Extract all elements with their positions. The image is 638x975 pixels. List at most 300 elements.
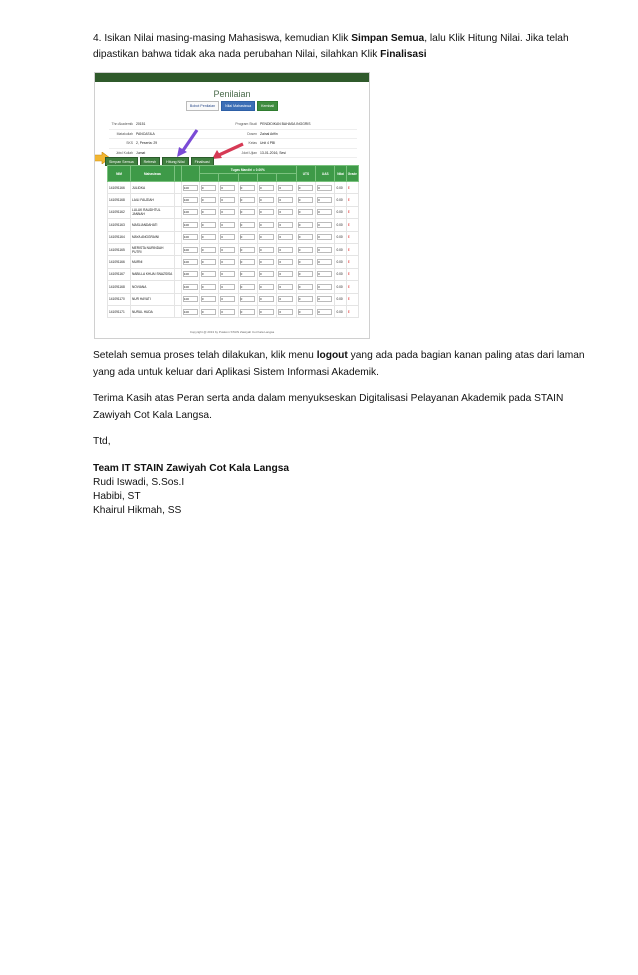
purple-arrow-icon	[177, 128, 201, 158]
hitung-nilai-button[interactable]: Hitung Nilai	[162, 157, 188, 166]
cell-nilai: 0.00	[335, 219, 346, 231]
step-4-text: 4. Isikan Nilai masing-masing Mahasiswa, kemudian Klik	[93, 33, 352, 44]
score-input[interactable]: 0	[220, 259, 235, 265]
table-body	[108, 182, 359, 318]
cell-check	[174, 243, 181, 255]
cell-score	[277, 182, 296, 194]
cell-nim: 141091171	[108, 305, 131, 317]
cell-grade: E	[346, 219, 358, 231]
logout-paragraph-line-2: yang ada untuk keluar dari Aplikasi Sistem Informasi Akademik.	[93, 367, 379, 378]
cell-grade: E	[346, 281, 358, 293]
info-label: SKS	[126, 141, 133, 146]
score-input[interactable]: 0	[201, 197, 216, 203]
cell-score	[277, 219, 296, 231]
cell-presence	[181, 268, 199, 280]
finalisasi-emphasis: Finalisasi	[380, 49, 427, 60]
penilaian-title: Penilaian	[213, 89, 251, 99]
score-input[interactable]: 0	[298, 197, 313, 203]
table-row	[108, 206, 359, 218]
score-input[interactable]: 0	[259, 222, 274, 228]
cell-grade: E	[346, 194, 358, 206]
score-input[interactable]: 0	[220, 247, 235, 253]
cell-name: NOVIANA	[131, 281, 175, 293]
score-input[interactable]: 0	[240, 247, 255, 253]
cell-score	[199, 243, 218, 255]
cell-score	[219, 293, 238, 305]
score-input[interactable]: 0	[278, 309, 293, 315]
score-input[interactable]: 0	[298, 259, 313, 265]
cell-score	[238, 268, 257, 280]
cell-score	[199, 268, 218, 280]
cell-nim: 141091166	[108, 182, 131, 194]
cell-nilai: 0.00	[335, 281, 346, 293]
score-input[interactable]: 0	[259, 309, 274, 315]
cell-score	[258, 281, 277, 293]
cell-name: NURUL HUDA	[131, 305, 175, 317]
cell-grade: E	[346, 182, 358, 194]
score-input[interactable]: 0	[220, 209, 235, 215]
score-input[interactable]: 0	[220, 284, 235, 290]
col-uts: UTS	[296, 166, 315, 182]
score-input[interactable]: 0	[278, 271, 293, 277]
cell-name: NUR HAYATI	[131, 293, 175, 305]
score-input[interactable]: 0	[278, 209, 293, 215]
cell-score	[238, 194, 257, 206]
cell-score	[316, 182, 335, 194]
presence-input[interactable]: 100	[183, 271, 198, 277]
cell-presence	[181, 281, 199, 293]
cell-score	[238, 219, 257, 231]
presence-input[interactable]: 100	[183, 259, 198, 265]
table-header-row	[108, 166, 359, 174]
cell-score	[238, 305, 257, 317]
screenshot-header-bar	[95, 73, 369, 82]
cell-grade: E	[346, 305, 358, 317]
penilaian-screenshot	[94, 72, 370, 339]
cell-grade: E	[346, 206, 358, 218]
cell-score	[277, 293, 296, 305]
cell-name: NABILLA KHUAI SNAZSISA	[131, 268, 175, 280]
simpan-semua-emphasis: Simpan Semua	[351, 33, 425, 44]
score-input[interactable]: 0	[220, 197, 235, 203]
cell-score	[219, 194, 238, 206]
col-tgs2	[219, 174, 238, 182]
cell-score	[296, 206, 315, 218]
table-row	[108, 268, 359, 280]
score-input[interactable]: 0	[278, 234, 293, 240]
score-input[interactable]: 0	[240, 185, 255, 191]
table-row	[108, 293, 359, 305]
cell-name: MURNI	[131, 256, 175, 268]
cell-score	[258, 206, 277, 218]
cell-score	[258, 305, 277, 317]
tab-bobot-penilaian[interactable]: Bobot Penilaian	[186, 101, 219, 111]
step-4-line-1	[93, 30, 599, 47]
score-input[interactable]: 0	[298, 271, 313, 277]
info-value: Zainal Arifin	[260, 131, 278, 136]
cell-check	[174, 182, 181, 194]
cell-check	[174, 194, 181, 206]
cell-score	[199, 256, 218, 268]
score-input[interactable]: 0	[259, 296, 274, 302]
score-input[interactable]: 0	[259, 247, 274, 253]
table-row	[108, 256, 359, 268]
col-tgs1	[199, 174, 218, 182]
logout-text-cont: yang ada pada bagian kanan paling atas dari laman	[347, 350, 585, 361]
score-input[interactable]: 0	[278, 296, 293, 302]
score-input[interactable]: 0	[298, 209, 313, 215]
cell-score	[296, 293, 315, 305]
cell-score	[316, 231, 335, 243]
score-input[interactable]: 0	[220, 271, 235, 277]
simpan-semua-button[interactable]: Simpan Semua	[105, 157, 138, 166]
cell-score	[199, 194, 218, 206]
score-input[interactable]: 0	[259, 234, 274, 240]
score-input[interactable]: 0	[317, 234, 332, 240]
refresh-button[interactable]: Refresh	[140, 157, 161, 166]
col-grade: Grade	[346, 166, 358, 182]
col-pres	[181, 166, 199, 182]
cell-name: MERISTA NURINDAH PUTRI	[131, 243, 175, 255]
col-tugas-mandiri: Tugas Mandiri = 0.00%	[199, 166, 296, 174]
signatory-1: Rudi Iswadi, S.Sos.I	[93, 477, 185, 488]
cell-score	[238, 293, 257, 305]
cell-score	[258, 194, 277, 206]
score-input[interactable]: 0	[201, 247, 216, 253]
score-input[interactable]: 0	[201, 284, 216, 290]
cell-score	[238, 281, 257, 293]
cell-score	[199, 182, 218, 194]
col-uas: UAS	[316, 166, 335, 182]
info-value: 20151	[136, 122, 146, 127]
cell-score	[199, 219, 218, 231]
cell-score	[219, 243, 238, 255]
logout-emphasis: logout	[316, 350, 348, 361]
info-row	[109, 120, 357, 130]
score-input[interactable]: 0	[201, 259, 216, 265]
score-input[interactable]: 0	[259, 185, 274, 191]
score-input[interactable]: 0	[220, 296, 235, 302]
score-input[interactable]: 0	[259, 259, 274, 265]
cell-score	[316, 219, 335, 231]
presence-input[interactable]: 100	[183, 185, 198, 191]
table-row	[108, 243, 359, 255]
col-tgs5	[277, 174, 296, 182]
cell-score	[219, 219, 238, 231]
info-value: 2, Peserta: 29	[136, 141, 158, 146]
cell-check	[174, 219, 181, 231]
cell-score	[258, 219, 277, 231]
info-label: Program Studi	[235, 122, 257, 127]
cell-score	[296, 219, 315, 231]
score-input[interactable]: 0	[259, 197, 274, 203]
cell-score	[277, 305, 296, 317]
cell-nim: 141091164	[108, 231, 131, 243]
cell-presence	[181, 206, 199, 218]
cell-grade: E	[346, 256, 358, 268]
score-input[interactable]: 0	[317, 209, 332, 215]
score-input[interactable]: 0	[317, 284, 332, 290]
info-label: Jdwl Kuliah	[115, 150, 133, 155]
score-input[interactable]: 0	[259, 271, 274, 277]
table-row	[108, 182, 359, 194]
cell-nilai: 0.00	[335, 268, 346, 280]
score-input[interactable]: 0	[201, 185, 216, 191]
cell-nilai: 0.00	[335, 305, 346, 317]
cell-score	[258, 268, 277, 280]
presence-input[interactable]: 100	[183, 296, 198, 302]
score-input[interactable]: 0	[220, 185, 235, 191]
cell-nim: 141091168	[108, 281, 131, 293]
col-nim: NIM	[108, 166, 131, 182]
tab-nilai-mahasiswa[interactable]: Nilai Mahasiswa	[221, 101, 255, 111]
step-4-text-2: dipastikan bahwa tidak aka nada perubahan Nilai, silahkan Klik	[93, 49, 381, 60]
cell-grade: E	[346, 268, 358, 280]
signatory-3: Khairul Hikmah, SS	[93, 505, 182, 516]
cell-grade: E	[346, 243, 358, 255]
cell-score	[316, 268, 335, 280]
cell-name: MAYA ANGGRAINI	[131, 231, 175, 243]
score-input[interactable]: 0	[259, 284, 274, 290]
score-input[interactable]: 0	[220, 309, 235, 315]
screenshot-tabs	[95, 101, 369, 111]
score-input[interactable]: 0	[278, 259, 293, 265]
cell-check	[174, 256, 181, 268]
cell-check	[174, 293, 181, 305]
score-input[interactable]: 0	[278, 185, 293, 191]
score-input[interactable]: 0	[201, 222, 216, 228]
score-input[interactable]: 0	[278, 222, 293, 228]
cell-score	[238, 182, 257, 194]
table-row	[108, 305, 359, 317]
cell-score	[238, 231, 257, 243]
col-tgs4	[258, 174, 277, 182]
logout-paragraph-line-1	[93, 347, 599, 364]
cell-score	[296, 256, 315, 268]
cell-nim: 141091168	[108, 194, 131, 206]
thanks-line-1: Terima Kasih atas Peran serta anda dalam menyukseskan Digitalisasi Pelayanan Akademik pada STAIN	[93, 393, 564, 404]
score-input[interactable]: 0	[298, 296, 313, 302]
score-input[interactable]: 0	[298, 247, 313, 253]
cell-check	[174, 305, 181, 317]
score-input[interactable]: 0	[298, 309, 313, 315]
info-row	[109, 130, 357, 140]
cell-score	[238, 243, 257, 255]
score-input[interactable]: 0	[317, 197, 332, 203]
cell-score	[199, 231, 218, 243]
score-input[interactable]: 0	[259, 209, 274, 215]
cell-grade: E	[346, 293, 358, 305]
score-input[interactable]: 0	[317, 271, 332, 277]
step-4-text-cont: , lalu Klik Hitung Nilai. Jika telah	[424, 33, 569, 44]
cell-score	[277, 243, 296, 255]
score-input[interactable]: 0	[278, 284, 293, 290]
presence-input[interactable]: 100	[183, 222, 198, 228]
col-presence	[174, 166, 181, 182]
score-input[interactable]: 0	[240, 222, 255, 228]
score-input[interactable]: 0	[201, 296, 216, 302]
cell-score	[219, 256, 238, 268]
cell-name: MASLIANDAHATI	[131, 219, 175, 231]
grades-table	[107, 165, 359, 318]
cell-score	[277, 206, 296, 218]
screenshot-footer: Copyright @ 2013 by Puskom STAIN Zawiyah Cot Kala Langsa	[189, 330, 275, 334]
score-input[interactable]: 0	[240, 259, 255, 265]
cell-presence	[181, 219, 199, 231]
cell-check	[174, 281, 181, 293]
score-input[interactable]: 0	[317, 247, 332, 253]
thanks-line-2: Zawiyah Cot Kala Langsa.	[93, 410, 212, 421]
score-input[interactable]: 0	[240, 296, 255, 302]
col-mahasiswa: Mahasiswa	[131, 166, 175, 182]
cell-score	[277, 194, 296, 206]
cell-score	[238, 256, 257, 268]
col-nilai: Nilai	[335, 166, 346, 182]
info-value: PENDIDIKAN BAHASA INGGRIS	[260, 122, 311, 127]
cell-score	[277, 256, 296, 268]
presence-input[interactable]: 100	[183, 247, 198, 253]
score-input[interactable]: 0	[240, 309, 255, 315]
cell-score	[219, 182, 238, 194]
step-4-line-2	[93, 46, 599, 63]
cell-presence	[181, 243, 199, 255]
score-input[interactable]: 0	[298, 234, 313, 240]
cell-score	[219, 281, 238, 293]
cell-nim: 141091163	[108, 219, 131, 231]
presence-input[interactable]: 100	[183, 309, 198, 315]
cell-score	[316, 281, 335, 293]
cell-score	[316, 206, 335, 218]
cell-score	[258, 293, 277, 305]
cell-score	[219, 305, 238, 317]
cell-score	[258, 231, 277, 243]
info-label: Jdwl Ujian	[241, 150, 257, 155]
cell-score	[199, 305, 218, 317]
cell-score	[296, 268, 315, 280]
cell-score	[258, 182, 277, 194]
presence-input[interactable]: 100	[183, 234, 198, 240]
cell-score	[258, 256, 277, 268]
cell-score	[316, 194, 335, 206]
table-row	[108, 194, 359, 206]
score-input[interactable]: 0	[298, 185, 313, 191]
info-value: 13-01-2016, Sesi	[260, 150, 286, 155]
cell-score	[258, 243, 277, 255]
presence-input[interactable]: 100	[183, 284, 198, 290]
team-name: Team IT STAIN Zawiyah Cot Kala Langsa	[93, 463, 290, 474]
cell-check	[174, 206, 181, 218]
cell-presence	[181, 293, 199, 305]
score-input[interactable]: 0	[201, 209, 216, 215]
col-tgs3	[238, 174, 257, 182]
finalisasi-button[interactable]: Finalisasi	[191, 157, 214, 166]
cell-score	[219, 206, 238, 218]
cell-nim: 141091166	[108, 256, 131, 268]
info-label: Matakuliah	[116, 131, 133, 136]
score-input[interactable]: 0	[317, 185, 332, 191]
cell-name: LAILI FAUZIAH	[131, 194, 175, 206]
score-input[interactable]: 0	[240, 234, 255, 240]
info-value: Unit 4 PBI	[260, 141, 276, 146]
presence-input[interactable]: 100	[183, 197, 198, 203]
cell-nim: 141091170	[108, 293, 131, 305]
tab-kembali[interactable]: Kembali	[257, 101, 278, 111]
cell-score	[316, 293, 335, 305]
cell-name: LULUK RAUDHTUL JANNAH	[131, 206, 175, 218]
logout-text: Setelah semua proses telah dilakukan, klik menu	[93, 350, 317, 361]
score-input[interactable]: 0	[240, 209, 255, 215]
cell-score	[316, 305, 335, 317]
cell-presence	[181, 194, 199, 206]
cell-nilai: 0.00	[335, 231, 346, 243]
table-row	[108, 231, 359, 243]
cell-nilai: 0.00	[335, 206, 346, 218]
score-input[interactable]: 0	[317, 309, 332, 315]
cell-nilai: 0.00	[335, 182, 346, 194]
score-input[interactable]: 0	[278, 247, 293, 253]
cell-nilai: 0.00	[335, 194, 346, 206]
cell-presence	[181, 256, 199, 268]
score-input[interactable]: 0	[298, 222, 313, 228]
presence-input[interactable]: 100	[183, 209, 198, 215]
score-input[interactable]: 0	[240, 271, 255, 277]
red-arrow-icon	[211, 142, 245, 160]
cell-grade: E	[346, 231, 358, 243]
cell-score	[296, 281, 315, 293]
info-label: Kelas	[248, 141, 257, 146]
score-input[interactable]: 0	[201, 271, 216, 277]
score-input[interactable]: 0	[298, 284, 313, 290]
cell-score	[296, 182, 315, 194]
info-label: Dosen	[247, 131, 257, 136]
table-row	[108, 281, 359, 293]
cell-nilai: 0.00	[335, 256, 346, 268]
cell-score	[296, 231, 315, 243]
cell-presence	[181, 305, 199, 317]
score-input[interactable]: 0	[317, 296, 332, 302]
info-value: Jumat	[136, 150, 146, 155]
cell-nim: 141091162	[108, 206, 131, 218]
info-label: Thn Akademik	[111, 122, 133, 127]
score-input[interactable]: 0	[317, 259, 332, 265]
score-input[interactable]: 0	[201, 309, 216, 315]
cell-score	[277, 231, 296, 243]
cell-score	[316, 243, 335, 255]
signatory-2: Habibi, ST	[93, 491, 141, 502]
cell-nim: 141091165	[108, 243, 131, 255]
cell-score	[199, 281, 218, 293]
cell-score	[219, 268, 238, 280]
cell-score	[238, 206, 257, 218]
cell-score	[296, 194, 315, 206]
score-input[interactable]: 0	[220, 222, 235, 228]
score-input[interactable]: 0	[240, 284, 255, 290]
cell-score	[316, 256, 335, 268]
score-input[interactable]: 0	[220, 234, 235, 240]
score-input[interactable]: 0	[201, 234, 216, 240]
cell-score	[296, 243, 315, 255]
score-input[interactable]: 0	[278, 197, 293, 203]
score-input[interactable]: 0	[240, 197, 255, 203]
info-value: PANCASILA	[136, 131, 155, 136]
cell-nim: 141091167	[108, 268, 131, 280]
cell-check	[174, 268, 181, 280]
cell-score	[219, 231, 238, 243]
score-input[interactable]: 0	[317, 222, 332, 228]
cell-score	[277, 281, 296, 293]
cell-score	[296, 305, 315, 317]
cell-name: JULIDKA	[131, 182, 175, 194]
